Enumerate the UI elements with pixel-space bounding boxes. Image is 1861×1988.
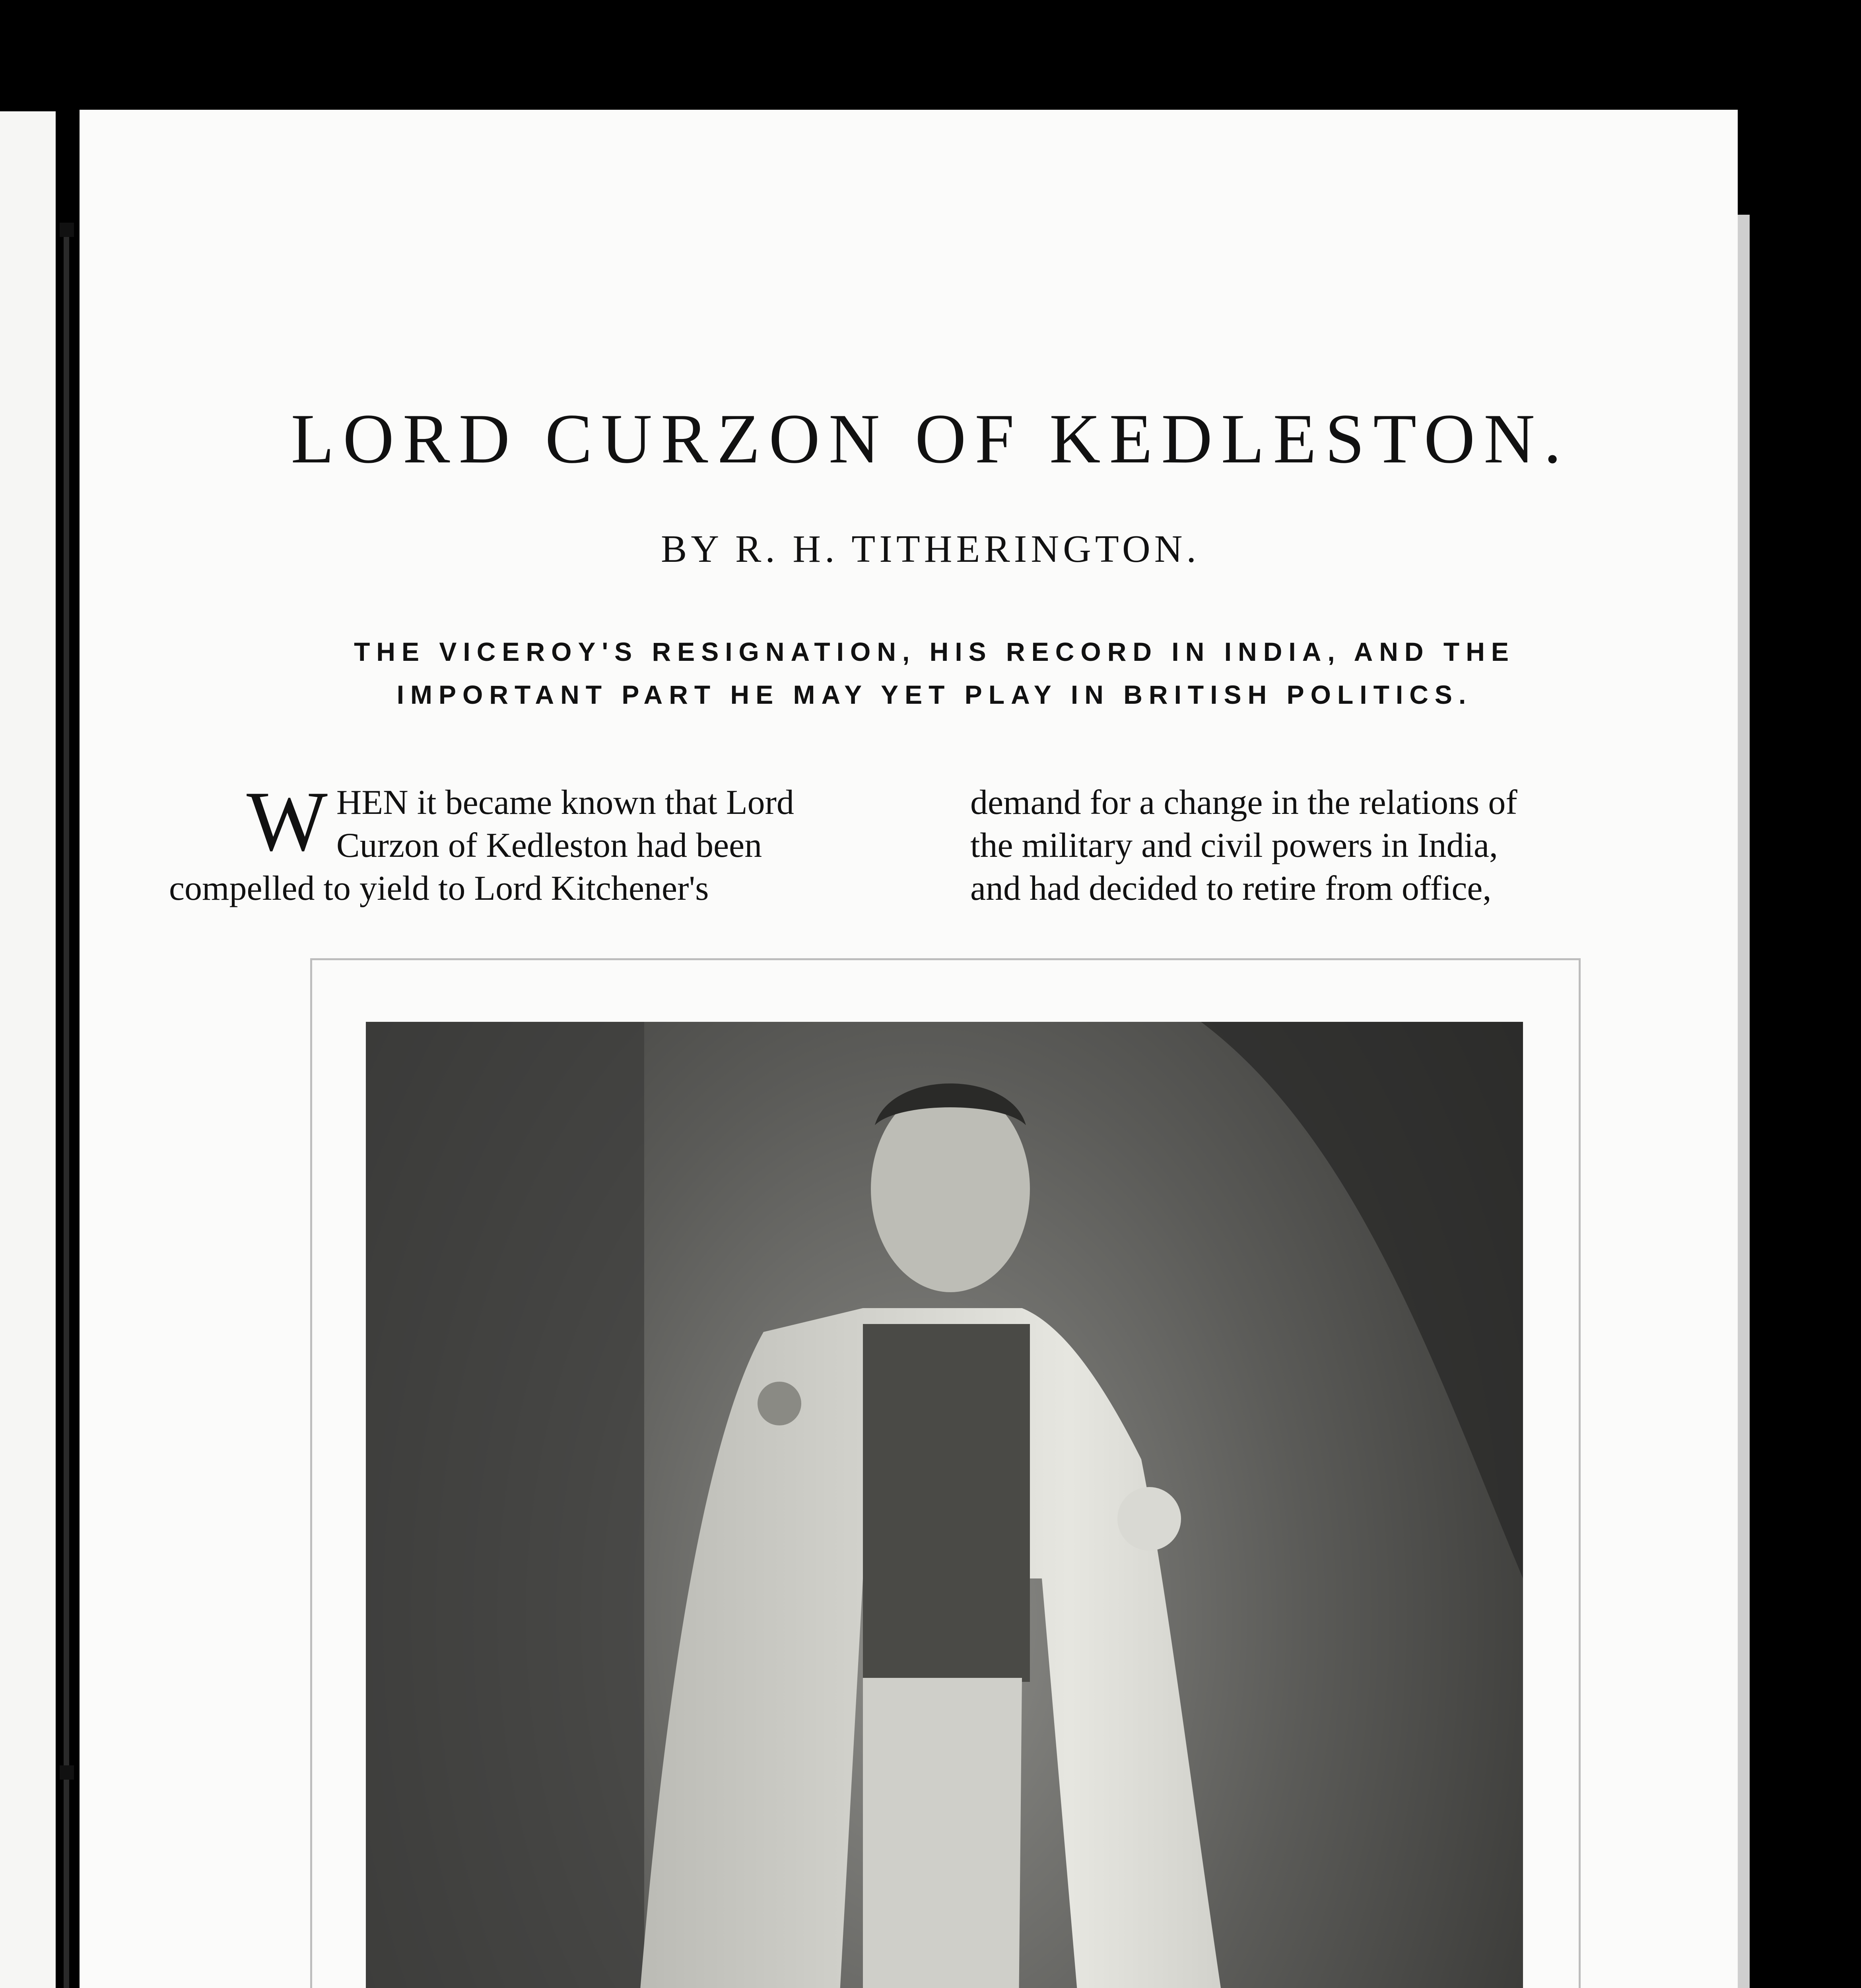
binding-stitch: [60, 223, 74, 237]
deck-line: THE VICEROY'S RESIGNATION, HIS RECORD IN INDIA, AND THE: [354, 637, 1515, 666]
body-line: demand for a change in the relations of: [970, 783, 1517, 822]
portrait-figure-icon: [366, 1022, 1523, 1988]
page-stack-edge: [1738, 215, 1750, 1988]
body-line: HEN it became known that Lord: [336, 783, 794, 822]
article-title: LORD CURZON OF KEDLESTON.: [291, 399, 1570, 478]
article-byline: BY R. H. TITHERINGTON.: [660, 528, 1201, 571]
body-line: compelled to yield to Lord Kitchener's: [169, 869, 709, 908]
facing-page-edge: [0, 111, 56, 1988]
deck-line: IMPORTANT PART HE MAY YET PLAY IN BRITISH POLITICS.: [396, 680, 1472, 709]
drop-cap: W: [247, 774, 328, 869]
portrait-photograph: [366, 1022, 1523, 1988]
body-column-left: [169, 774, 930, 910]
body-line: the military and civil powers in India,: [970, 826, 1498, 865]
body-line: Curzon of Kedleston had been: [336, 826, 762, 865]
binding-stitch: [60, 1765, 74, 1780]
spine-binding: [64, 223, 69, 1988]
body-line: and had decided to retire from office,: [970, 869, 1492, 908]
body-column-right: [970, 781, 1654, 910]
article-deck: [239, 630, 1630, 716]
